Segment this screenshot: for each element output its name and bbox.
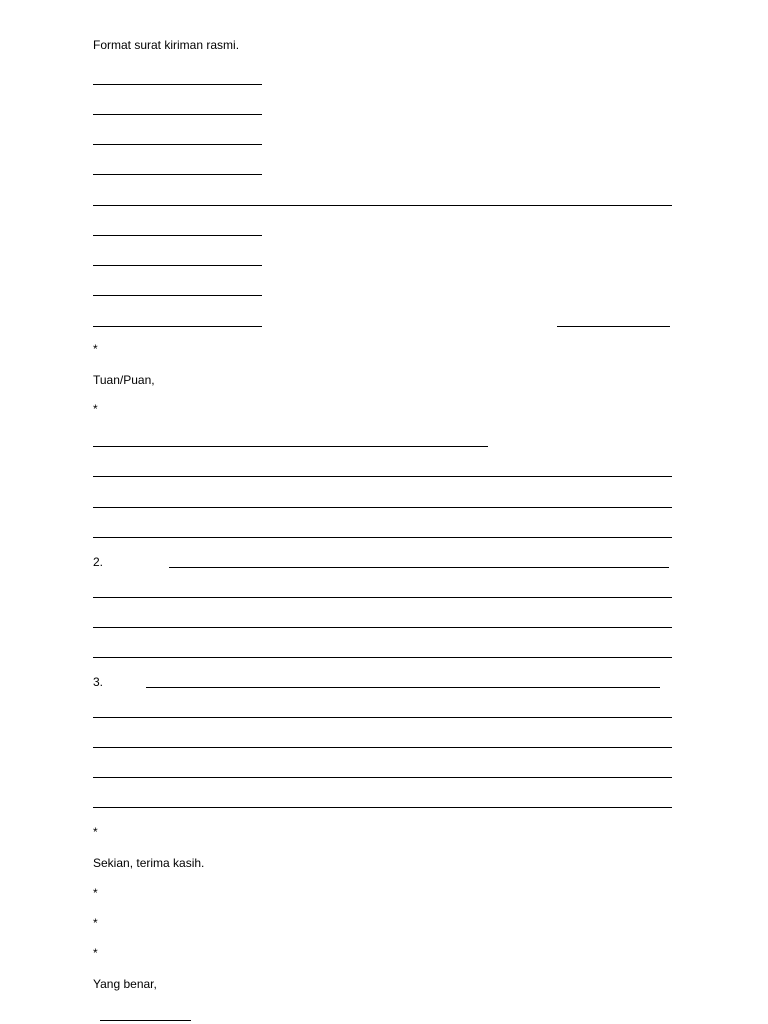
recipient-address-line (93, 326, 262, 327)
blank-line-marker: * (93, 916, 98, 930)
sender-address-line (93, 174, 262, 175)
paragraph-1-line (93, 507, 672, 508)
paragraph-2-line (93, 597, 672, 598)
paragraph-1-line (93, 476, 672, 477)
paragraph-2-number: 2. (93, 555, 104, 569)
paragraph-2-line (93, 657, 672, 658)
paragraph-3-line (93, 807, 672, 808)
document-title: Format surat kiriman rasmi. (93, 38, 240, 52)
signoff-text: Yang benar, (93, 977, 157, 991)
paragraph-3-number: 3. (93, 675, 104, 689)
paragraph-3-line (93, 717, 672, 718)
paragraph-2-first-line (169, 567, 669, 568)
closing-text: Sekian, terima kasih. (93, 856, 205, 870)
signature-line (100, 1020, 191, 1021)
paragraph-1-line (93, 537, 672, 538)
paragraph-3-first-line (146, 687, 660, 688)
letterhead-divider (93, 205, 672, 206)
blank-line-marker: * (93, 886, 98, 900)
recipient-address-line (93, 265, 262, 266)
sender-address-line (93, 84, 262, 85)
recipient-address-line (93, 295, 262, 296)
blank-line-marker: * (93, 342, 98, 356)
sender-address-line (93, 144, 262, 145)
date-line (557, 326, 670, 327)
paragraph-3-line (93, 747, 672, 748)
recipient-address-line (93, 235, 262, 236)
salutation: Tuan/Puan, (93, 373, 155, 387)
blank-line-marker: * (93, 946, 98, 960)
subject-title-line (93, 446, 488, 447)
sender-address-line (93, 114, 262, 115)
blank-line-marker: * (93, 825, 98, 839)
paragraph-2-line (93, 627, 672, 628)
paragraph-3-line (93, 777, 672, 778)
blank-line-marker: * (93, 402, 98, 416)
